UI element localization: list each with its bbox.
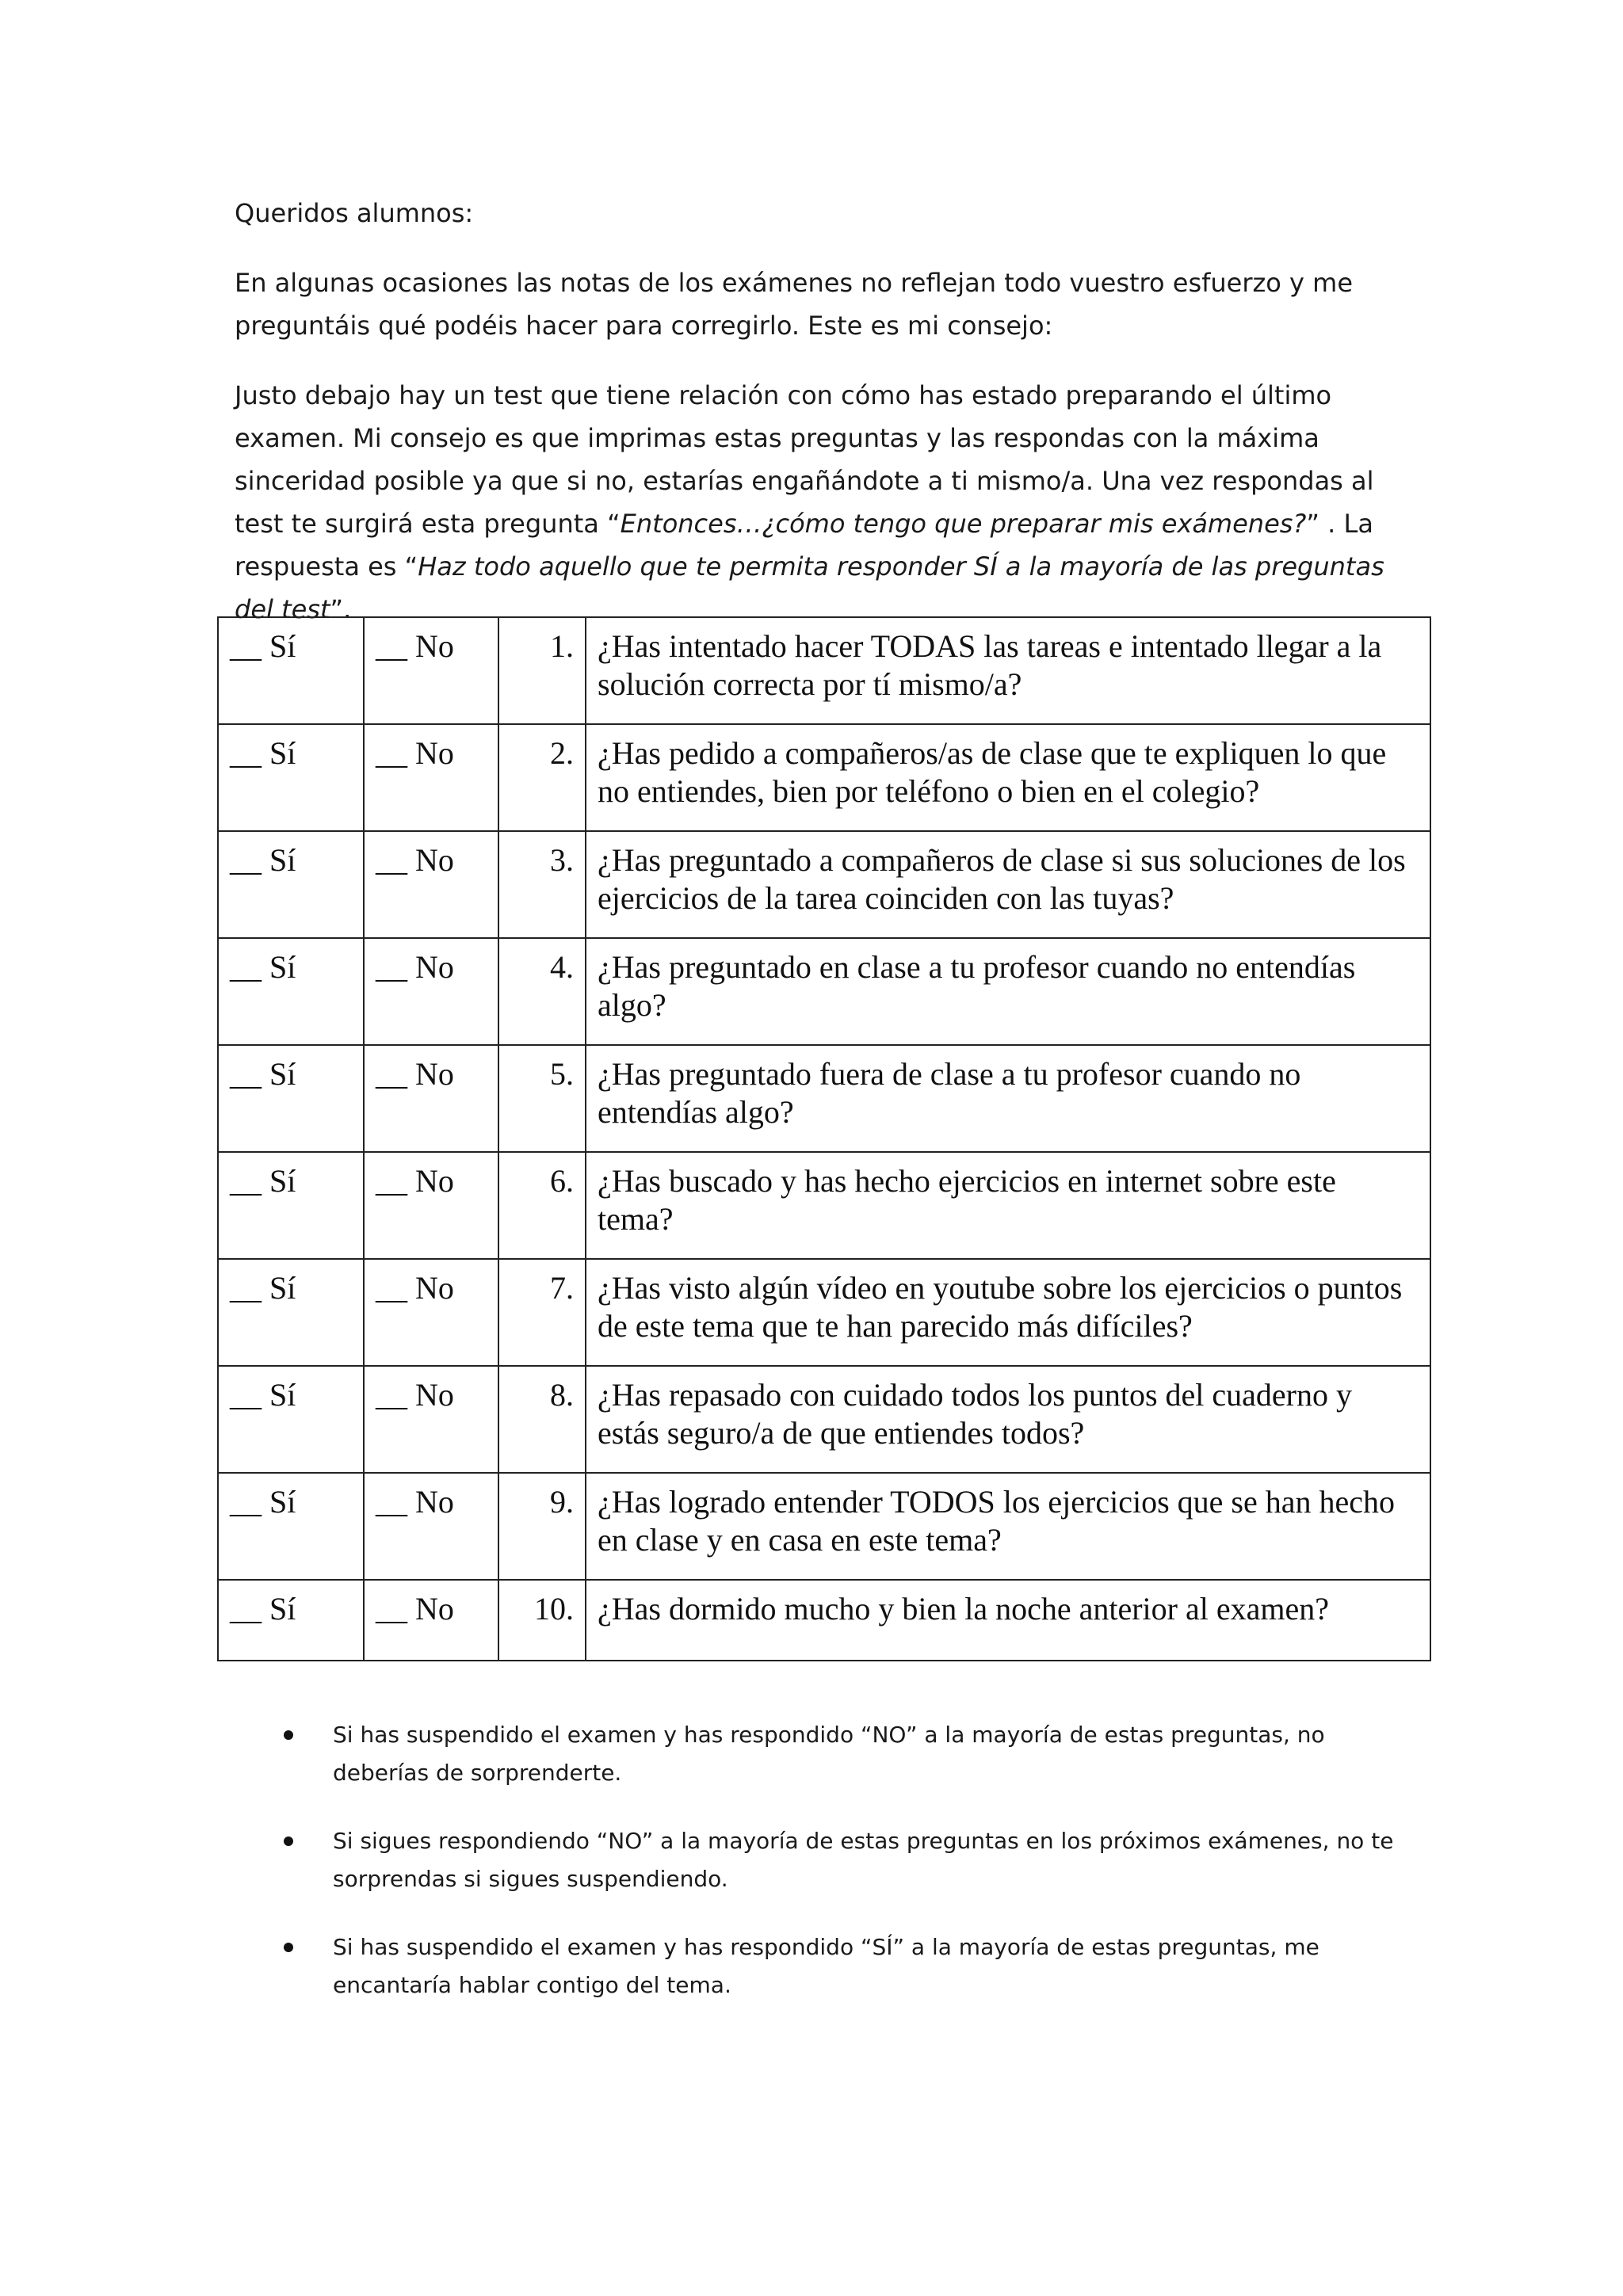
question-row [218,1152,1430,1259]
answer-no-blank[interactable]: __ No [364,1152,498,1259]
answer-si-blank[interactable]: __ Sí [218,938,364,1045]
intro-paragraph-1 [235,261,1423,347]
paragraph-2-part-a: Justo debajo hay un test que tiene relación con cómo has estado preparando el último examen. Mi consejo es que imprimas estas preguntas y las respondas con la máxima sinceridad posible ya que si no, estarías engañándote a ti mismo/a. Una vez respondas al test te surgirá esta pregunta “ [235,380,1374,539]
question-number: 1. [498,617,586,724]
question-number: 5. [498,1045,586,1152]
answer-no-blank[interactable]: __ No [364,1580,498,1661]
answer-si-blank[interactable]: __ Sí [218,1366,364,1473]
question-text: ¿Has preguntado en clase a tu profesor cuando no entendías algo? [586,938,1430,1045]
question-number: 3. [498,831,586,938]
question-text: ¿Has intentado hacer TODAS las tareas e intentado llegar a la solución correcta por tí mismo/a? [586,617,1430,724]
bullet-icon [284,1730,293,1740]
question-text: ¿Has preguntado fuera de clase a tu profesor cuando no entendías algo? [586,1045,1430,1152]
answer-si-blank[interactable]: __ Sí [218,1580,364,1661]
question-text: ¿Has logrado entender TODOS los ejercicios que se han hecho en clase y en casa en este tema? [586,1473,1430,1580]
paragraph-2-part-c: ”. [330,594,352,624]
question-text: ¿Has preguntado a compañeros de clase si sus soluciones de los ejercicios de la tarea coinciden con las tuyas? [586,831,1430,938]
note-item [284,1822,1425,1898]
answer-si-blank[interactable]: __ Sí [218,831,364,938]
intro-paragraph-2 [235,374,1423,631]
answer-si-blank[interactable]: __ Sí [218,724,364,831]
answer-si-blank[interactable]: __ Sí [218,1152,364,1259]
question-row [218,1045,1430,1152]
question-number: 4. [498,938,586,1045]
question-number: 9. [498,1473,586,1580]
questionnaire-body [218,617,1430,1661]
paragraph-2-italic-answer: Haz todo aquello que te permita responder SÍ a la mayoría de las preguntas del test [235,551,1384,624]
question-row [218,1259,1430,1366]
question-row [218,831,1430,938]
greeting [235,192,1423,235]
answer-no-blank[interactable]: __ No [364,1259,498,1366]
question-text: ¿Has dormido mucho y bien la noche anterior al examen? [586,1580,1430,1661]
note-text: Si has suspendido el examen y has respondido “SÍ” a la mayoría de estas preguntas, me encantaría hablar contigo del tema. [333,1934,1319,1998]
answer-si-blank[interactable]: __ Sí [218,1259,364,1366]
answer-no-blank[interactable]: __ No [364,724,498,831]
note-item [284,1928,1425,2004]
question-row [218,1580,1430,1661]
paragraph-2-part-b: ” . La respuesta es “ [235,509,1373,582]
question-row [218,938,1430,1045]
answer-si-blank[interactable]: __ Sí [218,1045,364,1152]
answer-no-blank[interactable]: __ No [364,1045,498,1152]
answer-no-blank[interactable]: __ No [364,617,498,724]
answer-no-blank[interactable]: __ No [364,1473,498,1580]
question-number: 7. [498,1259,586,1366]
answer-no-blank[interactable]: __ No [364,831,498,938]
question-number: 2. [498,724,586,831]
question-row [218,1473,1430,1580]
paragraph-1-text: En algunas ocasiones las notas de los exámenes no reflejan todo vuestro esfuerzo y me preguntáis qué podéis hacer para corregirlo. Este es mi consejo: [235,268,1354,341]
bullet-icon [284,1943,293,1952]
answer-si-blank[interactable]: __ Sí [218,1473,364,1580]
question-text: ¿Has buscado y has hecho ejercicios en internet sobre este tema? [586,1152,1430,1259]
answer-no-blank[interactable]: __ No [364,1366,498,1473]
note-text: Si sigues respondiendo “NO” a la mayoría de estas preguntas en los próximos exámenes, no te sorprendas si sigues suspendiendo. [333,1828,1394,1892]
answer-si-blank[interactable]: __ Sí [218,617,364,724]
answer-no-blank[interactable]: __ No [364,938,498,1045]
question-text: ¿Has visto algún vídeo en youtube sobre los ejercicios o puntos de este tema que te han parecido más difíciles? [586,1259,1430,1366]
paragraph-2-italic-question: Entonces…¿cómo tengo que preparar mis exámenes? [620,509,1307,539]
question-number: 6. [498,1152,586,1259]
paragraph-2-text [235,374,1423,631]
question-text: ¿Has repasado con cuidado todos los puntos del cuaderno y estás seguro/a de que entiendes todos? [586,1366,1430,1473]
question-row [218,724,1430,831]
greeting-text: Queridos alumnos: [235,198,474,228]
question-text: ¿Has pedido a compañeros/as de clase que te expliquen lo que no entiendes, bien por teléfono o bien en el colegio? [586,724,1430,831]
bullet-icon [284,1836,293,1846]
questionnaire-table [217,616,1431,1661]
question-row [218,1366,1430,1473]
question-number: 10. [498,1580,586,1661]
note-item [284,1716,1425,1792]
question-number: 8. [498,1366,586,1473]
question-row [218,617,1430,724]
note-text: Si has suspendido el examen y has respondido “NO” a la mayoría de estas preguntas, no deberías de sorprenderte. [333,1722,1325,1786]
notes-list [284,1716,1425,2035]
